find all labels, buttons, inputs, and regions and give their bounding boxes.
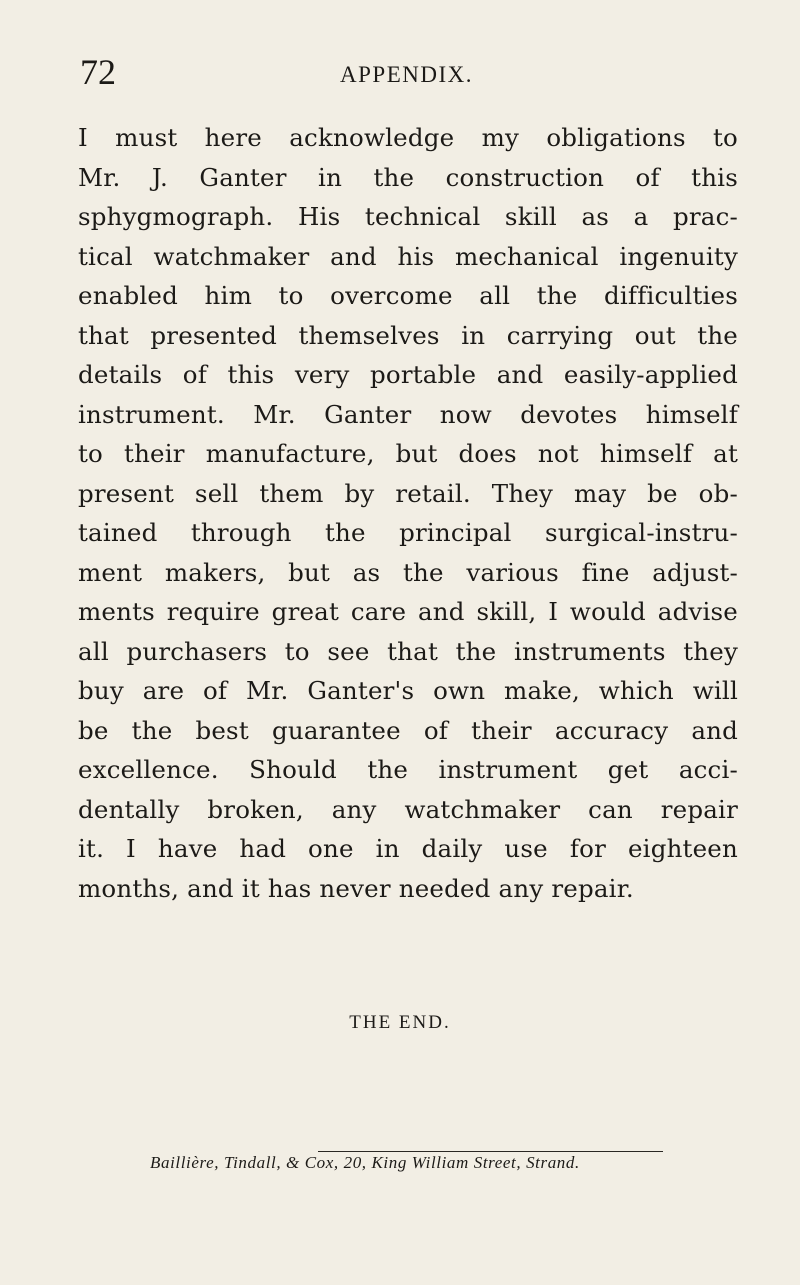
text-line: instrument. Mr. Ganter now devotes himself: [78, 399, 738, 429]
text-line: Mr. J. Ganter in the construction of this: [78, 162, 738, 192]
text-line: buy are of Mr. Ganter's own make, which will: [78, 676, 738, 705]
imprint-rule: [318, 1151, 663, 1152]
text-line: ment makers, but as the various fine adjust-: [78, 557, 738, 587]
running-title: APPENDIX.: [340, 62, 473, 87]
printer-imprint: Baillière, Tindall, & Cox, 20, King William Street, Strand.: [150, 1153, 580, 1172]
the-end-label: THE END.: [349, 1012, 451, 1033]
body-paragraph: [78, 118, 738, 908]
text-line: sphygmograph. His technical skill as a prac-: [78, 202, 738, 231]
text-line: present sell them by retail. They may be ob-: [78, 478, 738, 508]
page-number: 72: [80, 52, 116, 92]
text-line: dentally broken, any watchmaker can repair: [78, 794, 738, 824]
text-line: all purchasers to see that the instruments they: [78, 636, 738, 666]
running-head: [80, 52, 730, 92]
text-line: to their manufacture, but does not himself at: [78, 439, 738, 468]
text-line: excellence. Should the instrument get acci-: [78, 755, 738, 784]
text-line: that presented themselves in carrying out the: [78, 320, 738, 350]
text-line: tained through the principal surgical-instru-: [78, 518, 738, 547]
text-line: it. I have had one in daily use for eighteen: [78, 834, 738, 863]
text-line: ments require great care and skill, I would advise: [78, 597, 738, 626]
text-line: I must here acknowledge my obligations to: [78, 123, 738, 152]
text-line: enabled him to overcome all the difficulties: [78, 281, 738, 310]
text-line: details of this very portable and easily-applied: [78, 360, 738, 389]
text-line: months, and it has never needed any repair.: [78, 873, 634, 903]
text-line: be the best guarantee of their accuracy and: [78, 715, 738, 745]
text-line: tical watchmaker and his mechanical ingenuity: [78, 241, 738, 271]
